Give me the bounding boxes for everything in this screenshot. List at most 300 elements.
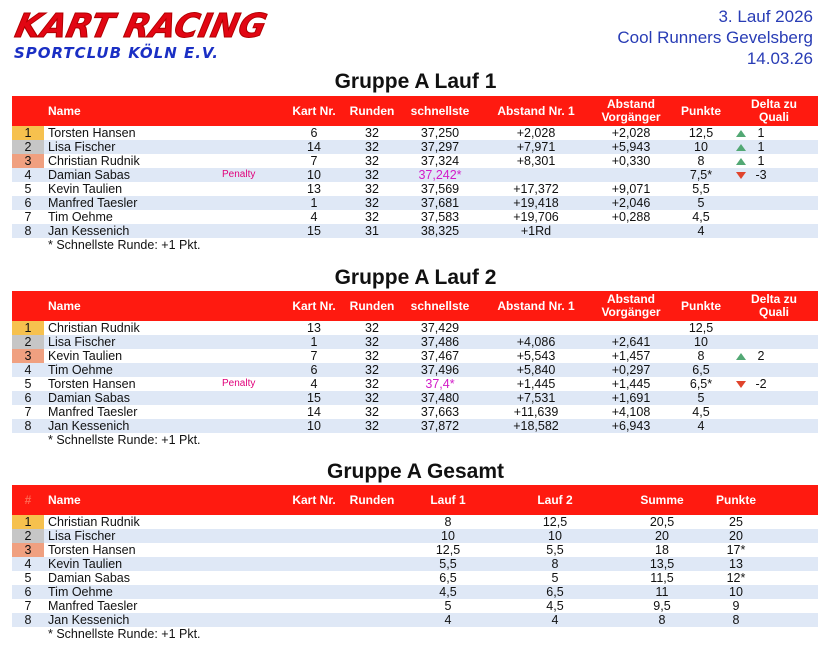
table-row xyxy=(12,335,818,349)
position-cell: 1 xyxy=(12,126,44,140)
gap-to-first: +19,706 xyxy=(482,210,590,224)
gap-to-previous: +1,457 xyxy=(590,349,672,363)
delta-quali-cell xyxy=(730,224,818,238)
gap-to-previous: +0,288 xyxy=(590,210,672,224)
race2-table xyxy=(12,291,818,447)
delta-quali-cell xyxy=(730,405,818,419)
points: 4 xyxy=(672,419,730,433)
gap-to-first: +11,639 xyxy=(482,405,590,419)
delta-quali-cell xyxy=(730,140,818,154)
driver-name: Jan Kessenich xyxy=(44,613,222,627)
header-punkte: Punkte xyxy=(680,103,721,118)
race1-points: 4,5 xyxy=(398,585,498,599)
delta-quali-cell xyxy=(730,391,818,405)
penalty-label: Penalty xyxy=(222,168,282,182)
position-cell: 6 xyxy=(12,391,44,405)
delta-quali-cell xyxy=(730,154,818,168)
points: 8 xyxy=(672,349,730,363)
race1-points: 6,5 xyxy=(398,571,498,585)
empty-cell xyxy=(760,529,818,543)
arrow-up-icon xyxy=(736,130,746,137)
gap-to-previous: +0,297 xyxy=(590,363,672,377)
header-name: Name xyxy=(48,298,81,313)
header-pos: # xyxy=(24,492,32,507)
header-lauf2: Lauf 2 xyxy=(537,492,573,507)
points: 5,5 xyxy=(672,182,730,196)
event-info xyxy=(617,6,813,69)
driver-name: Damian Sabas xyxy=(44,391,222,405)
sum-points: 11,5 xyxy=(612,571,712,585)
header-runden: Runden xyxy=(349,103,395,118)
gap-to-previous xyxy=(590,321,672,335)
gap-to-previous: +1,691 xyxy=(590,391,672,405)
penalty-label: Penalty xyxy=(222,377,282,391)
event-round: 3. Lauf 2026 xyxy=(718,7,813,26)
driver-name: Torsten Hansen xyxy=(44,543,222,557)
arrow-up-icon xyxy=(736,353,746,360)
delta-value: -2 xyxy=(755,377,767,391)
laps: 32 xyxy=(346,140,398,154)
table-row xyxy=(12,196,818,210)
kart-number: 7 xyxy=(282,349,346,363)
table-row xyxy=(12,599,818,613)
header-abstand-vorgaenger xyxy=(590,96,672,126)
total-points: 8 xyxy=(712,613,760,627)
header-penalty xyxy=(222,291,282,321)
table-row xyxy=(12,571,818,585)
driver-name: Lisa Fischer xyxy=(44,335,222,349)
delta-quali-cell xyxy=(730,126,818,140)
laps: 32 xyxy=(346,349,398,363)
total-points: 25 xyxy=(712,515,760,529)
arrow-down-icon xyxy=(736,172,746,179)
kart-number: 7 xyxy=(282,154,346,168)
table-row xyxy=(12,182,818,196)
gap-to-first: +17,372 xyxy=(482,182,590,196)
laps: 32 xyxy=(346,405,398,419)
race2-points: 4,5 xyxy=(498,599,612,613)
sum-points: 9,5 xyxy=(612,599,712,613)
driver-name: Kevin Taulien xyxy=(44,182,222,196)
kart-number: 6 xyxy=(282,363,346,377)
driver-name: Christian Rudnik xyxy=(44,154,222,168)
fastest-lap: 37,663 xyxy=(398,405,482,419)
race1-header-row xyxy=(12,96,818,126)
gap-to-previous: +2,028 xyxy=(590,126,672,140)
header-runden: Runden xyxy=(349,298,395,313)
laps-cell xyxy=(346,599,398,613)
header-lauf1: Lauf 1 xyxy=(430,492,466,507)
gap-to-previous: +4,108 xyxy=(590,405,672,419)
spacer-cell xyxy=(222,515,282,529)
spacer-cell xyxy=(222,543,282,557)
footnote-row xyxy=(12,627,818,641)
race2-title: Gruppe A Lauf 2 xyxy=(334,266,497,289)
position-cell: 5 xyxy=(12,571,44,585)
kart-number: 15 xyxy=(282,391,346,405)
penalty-label xyxy=(222,196,282,210)
race1-points: 8 xyxy=(398,515,498,529)
position-cell: 4 xyxy=(12,363,44,377)
laps: 32 xyxy=(346,154,398,168)
kart-number: 14 xyxy=(282,405,346,419)
header-schnellste: schnellste xyxy=(410,298,470,313)
laps: 32 xyxy=(346,321,398,335)
delta-quali-cell xyxy=(730,377,818,391)
penalty-label xyxy=(222,182,282,196)
spacer-cell xyxy=(222,571,282,585)
penalty-label xyxy=(222,126,282,140)
header-delta-line2: Quali xyxy=(758,305,789,319)
position-cell: 4 xyxy=(12,168,44,182)
sum-points: 18 xyxy=(612,543,712,557)
empty-cell xyxy=(760,515,818,529)
penalty-label xyxy=(222,154,282,168)
position-cell: 2 xyxy=(12,529,44,543)
laps-cell xyxy=(346,529,398,543)
delta-quali-cell xyxy=(730,210,818,224)
table-row xyxy=(12,515,818,529)
table-row xyxy=(12,210,818,224)
position-cell: 8 xyxy=(12,419,44,433)
points: 10 xyxy=(672,140,730,154)
total-points: 13 xyxy=(712,557,760,571)
gap-to-first: +1,445 xyxy=(482,377,590,391)
sum-points: 20 xyxy=(612,529,712,543)
driver-name: Christian Rudnik xyxy=(44,321,222,335)
kart-number: 10 xyxy=(282,419,346,433)
kart-cell xyxy=(282,515,346,529)
table-row xyxy=(12,391,818,405)
club-logo xyxy=(12,8,282,62)
header-vorg-line2: Vorgänger xyxy=(601,305,661,319)
laps: 32 xyxy=(346,196,398,210)
gap-to-previous: +0,330 xyxy=(590,154,672,168)
position-cell: 4 xyxy=(12,557,44,571)
driver-name: Christian Rudnik xyxy=(44,515,222,529)
race2-points: 10 xyxy=(498,529,612,543)
total-points: 9 xyxy=(712,599,760,613)
total-points: 17* xyxy=(712,543,760,557)
kart-number: 4 xyxy=(282,377,346,391)
driver-name: Damian Sabas xyxy=(44,168,222,182)
empty-cell xyxy=(760,585,818,599)
logo-title: KART RACING xyxy=(11,6,271,45)
fastest-lap: 37,250 xyxy=(398,126,482,140)
header-runden: Runden xyxy=(349,492,395,507)
header-abstand-nr1: Abstand Nr. 1 xyxy=(497,103,575,118)
points: 12,5 xyxy=(672,321,730,335)
table-row xyxy=(12,168,818,182)
position-cell: 2 xyxy=(12,140,44,154)
laps-cell xyxy=(346,515,398,529)
table-row xyxy=(12,419,818,433)
fastest-lap: 37,297 xyxy=(398,140,482,154)
driver-name: Tim Oehme xyxy=(44,363,222,377)
penalty-label xyxy=(222,210,282,224)
delta-value: 1 xyxy=(757,126,765,140)
gap-to-previous xyxy=(590,224,672,238)
footnote: * Schnellste Runde: +1 Pkt. xyxy=(44,627,818,641)
fastest-lap: 37,467 xyxy=(398,349,482,363)
laps: 32 xyxy=(346,126,398,140)
laps-cell xyxy=(346,571,398,585)
table-row xyxy=(12,126,818,140)
driver-name: Tim Oehme xyxy=(44,210,222,224)
delta-value: 2 xyxy=(757,349,765,363)
race2-points: 8 xyxy=(498,557,612,571)
laps-cell xyxy=(346,585,398,599)
position-cell: 1 xyxy=(12,515,44,529)
gap-to-previous: +2,641 xyxy=(590,335,672,349)
laps: 31 xyxy=(346,224,398,238)
position-cell: 5 xyxy=(12,377,44,391)
header-kart: Kart Nr. xyxy=(292,492,336,507)
footnote-row xyxy=(12,238,818,252)
gap-to-first: +4,086 xyxy=(482,335,590,349)
kart-number: 10 xyxy=(282,168,346,182)
kart-cell xyxy=(282,529,346,543)
gap-to-first: +18,582 xyxy=(482,419,590,433)
event-date: 14.03.26 xyxy=(746,49,813,68)
position-cell: 2 xyxy=(12,335,44,349)
race1-body xyxy=(12,126,818,252)
table-row xyxy=(12,405,818,419)
points: 4,5 xyxy=(672,210,730,224)
header-delta-line1: Delta zu xyxy=(750,97,797,111)
position-cell: 8 xyxy=(12,224,44,238)
penalty-label xyxy=(222,363,282,377)
delta-quali-cell xyxy=(730,196,818,210)
penalty-label xyxy=(222,391,282,405)
gap-to-previous xyxy=(590,168,672,182)
fastest-lap: 37,583 xyxy=(398,210,482,224)
delta-quali-cell xyxy=(730,168,818,182)
footnote-row xyxy=(12,433,818,447)
laps: 32 xyxy=(346,182,398,196)
table-row xyxy=(12,529,818,543)
fastest-lap: 37,480 xyxy=(398,391,482,405)
points: 5 xyxy=(672,391,730,405)
gap-to-previous: +6,943 xyxy=(590,419,672,433)
race1-title: Gruppe A Lauf 1 xyxy=(334,70,497,93)
empty-cell xyxy=(760,543,818,557)
gap-to-first: +7,531 xyxy=(482,391,590,405)
sum-points: 8 xyxy=(612,613,712,627)
footnote-spacer xyxy=(12,238,44,252)
header-empty xyxy=(760,485,818,515)
penalty-label xyxy=(222,349,282,363)
total-points: 20 xyxy=(712,529,760,543)
kart-number: 1 xyxy=(282,196,346,210)
gap-to-previous: +5,943 xyxy=(590,140,672,154)
driver-name: Torsten Hansen xyxy=(44,126,222,140)
header-kart: Kart Nr. xyxy=(292,298,336,313)
header-penalty xyxy=(222,96,282,126)
total-header-row xyxy=(12,485,818,515)
points: 6,5 xyxy=(672,363,730,377)
laps-cell xyxy=(346,557,398,571)
table-row xyxy=(12,557,818,571)
empty-cell xyxy=(760,599,818,613)
kart-cell xyxy=(282,557,346,571)
points: 5 xyxy=(672,196,730,210)
race2-header-row xyxy=(12,291,818,321)
arrow-up-icon xyxy=(736,144,746,151)
delta-quali-cell xyxy=(730,182,818,196)
position-cell: 3 xyxy=(12,543,44,557)
race1-points: 12,5 xyxy=(398,543,498,557)
logo-subtitle: SPORTCLUB KÖLN E.V. xyxy=(14,44,219,62)
race2-points: 12,5 xyxy=(498,515,612,529)
header-abstand-vorgaenger xyxy=(590,291,672,321)
race1-points: 5 xyxy=(398,599,498,613)
fastest-lap: 38,325 xyxy=(398,224,482,238)
race2-points: 6,5 xyxy=(498,585,612,599)
delta-quali-cell xyxy=(730,363,818,377)
driver-name: Damian Sabas xyxy=(44,571,222,585)
gap-to-first: +5,840 xyxy=(482,363,590,377)
points: 8 xyxy=(672,154,730,168)
header-schnellste: schnellste xyxy=(410,103,470,118)
driver-name: Torsten Hansen xyxy=(44,377,222,391)
total-points: 10 xyxy=(712,585,760,599)
delta-quali-cell xyxy=(730,321,818,335)
sum-points: 13,5 xyxy=(612,557,712,571)
header-abstand-nr1: Abstand Nr. 1 xyxy=(497,298,575,313)
footnote-spacer xyxy=(12,627,44,641)
fastest-lap: 37,569 xyxy=(398,182,482,196)
race1-points: 5,5 xyxy=(398,557,498,571)
fastest-lap: 37,486 xyxy=(398,335,482,349)
total-table xyxy=(12,485,818,641)
gap-to-first: +8,301 xyxy=(482,154,590,168)
delta-value: 1 xyxy=(757,154,765,168)
kart-cell xyxy=(282,571,346,585)
header-pos xyxy=(12,291,44,321)
empty-cell xyxy=(760,557,818,571)
points: 4,5 xyxy=(672,405,730,419)
empty-cell xyxy=(760,613,818,627)
table-row xyxy=(12,140,818,154)
kart-number: 15 xyxy=(282,224,346,238)
footnote: * Schnellste Runde: +1 Pkt. xyxy=(44,433,818,447)
gap-to-first: +1Rd xyxy=(482,224,590,238)
table-row xyxy=(12,543,818,557)
delta-value: 1 xyxy=(757,140,765,154)
header-name: Name xyxy=(48,492,81,507)
arrow-up-icon xyxy=(736,158,746,165)
driver-name: Manfred Taesler xyxy=(44,405,222,419)
position-cell: 6 xyxy=(12,196,44,210)
header-vorg-line2: Vorgänger xyxy=(601,110,661,124)
position-cell: 7 xyxy=(12,405,44,419)
position-cell: 5 xyxy=(12,182,44,196)
position-cell: 3 xyxy=(12,349,44,363)
race1-table xyxy=(12,96,818,252)
race1-points: 4 xyxy=(398,613,498,627)
fastest-lap: 37,429 xyxy=(398,321,482,335)
laps: 32 xyxy=(346,335,398,349)
fastest-lap: 37,242* xyxy=(398,168,482,182)
kart-number: 13 xyxy=(282,321,346,335)
kart-number: 13 xyxy=(282,182,346,196)
footnote-spacer xyxy=(12,433,44,447)
position-cell: 7 xyxy=(12,210,44,224)
header-punkte: Punkte xyxy=(715,492,756,507)
driver-name: Jan Kessenich xyxy=(44,419,222,433)
driver-name: Tim Oehme xyxy=(44,585,222,599)
header-delta-line2: Quali xyxy=(758,110,789,124)
gap-to-first: +7,971 xyxy=(482,140,590,154)
fastest-lap: 37,496 xyxy=(398,363,482,377)
kart-cell xyxy=(282,613,346,627)
kart-cell xyxy=(282,543,346,557)
race2-points: 5,5 xyxy=(498,543,612,557)
header-delta xyxy=(730,291,818,321)
header-delta xyxy=(730,96,818,126)
table-row xyxy=(12,585,818,599)
table-row xyxy=(12,613,818,627)
fastest-lap: 37,681 xyxy=(398,196,482,210)
gap-to-previous: +1,445 xyxy=(590,377,672,391)
header-vorg-line1: Abstand xyxy=(607,292,655,306)
driver-name: Jan Kessenich xyxy=(44,224,222,238)
table-row xyxy=(12,349,818,363)
laps-cell xyxy=(346,543,398,557)
points: 4 xyxy=(672,224,730,238)
laps: 32 xyxy=(346,377,398,391)
kart-cell xyxy=(282,585,346,599)
driver-name: Kevin Taulien xyxy=(44,557,222,571)
spacer-cell xyxy=(222,529,282,543)
table-row xyxy=(12,224,818,238)
laps: 32 xyxy=(346,168,398,182)
race2-points: 5 xyxy=(498,571,612,585)
position-cell: 8 xyxy=(12,613,44,627)
fastest-lap: 37,4* xyxy=(398,377,482,391)
position-cell: 3 xyxy=(12,154,44,168)
sum-points: 11 xyxy=(612,585,712,599)
spacer-cell xyxy=(222,585,282,599)
spacer-cell xyxy=(222,613,282,627)
fastest-lap: 37,872 xyxy=(398,419,482,433)
penalty-label xyxy=(222,405,282,419)
gap-to-first: +5,543 xyxy=(482,349,590,363)
kart-number: 1 xyxy=(282,335,346,349)
race2-body xyxy=(12,321,818,447)
table-row xyxy=(12,377,818,391)
laps: 32 xyxy=(346,210,398,224)
header-name: Name xyxy=(48,103,81,118)
delta-value: -3 xyxy=(755,168,767,182)
race2-points: 4 xyxy=(498,613,612,627)
kart-number: 6 xyxy=(282,126,346,140)
position-cell: 7 xyxy=(12,599,44,613)
laps: 32 xyxy=(346,419,398,433)
footnote: * Schnellste Runde: +1 Pkt. xyxy=(44,238,818,252)
gap-to-first xyxy=(482,321,590,335)
spacer-cell xyxy=(222,599,282,613)
header-spacer xyxy=(222,485,282,515)
points: 6,5* xyxy=(672,377,730,391)
penalty-label xyxy=(222,419,282,433)
header-punkte: Punkte xyxy=(680,298,721,313)
gap-to-first: +19,418 xyxy=(482,196,590,210)
penalty-label xyxy=(222,335,282,349)
points: 10 xyxy=(672,335,730,349)
driver-name: Kevin Taulien xyxy=(44,349,222,363)
